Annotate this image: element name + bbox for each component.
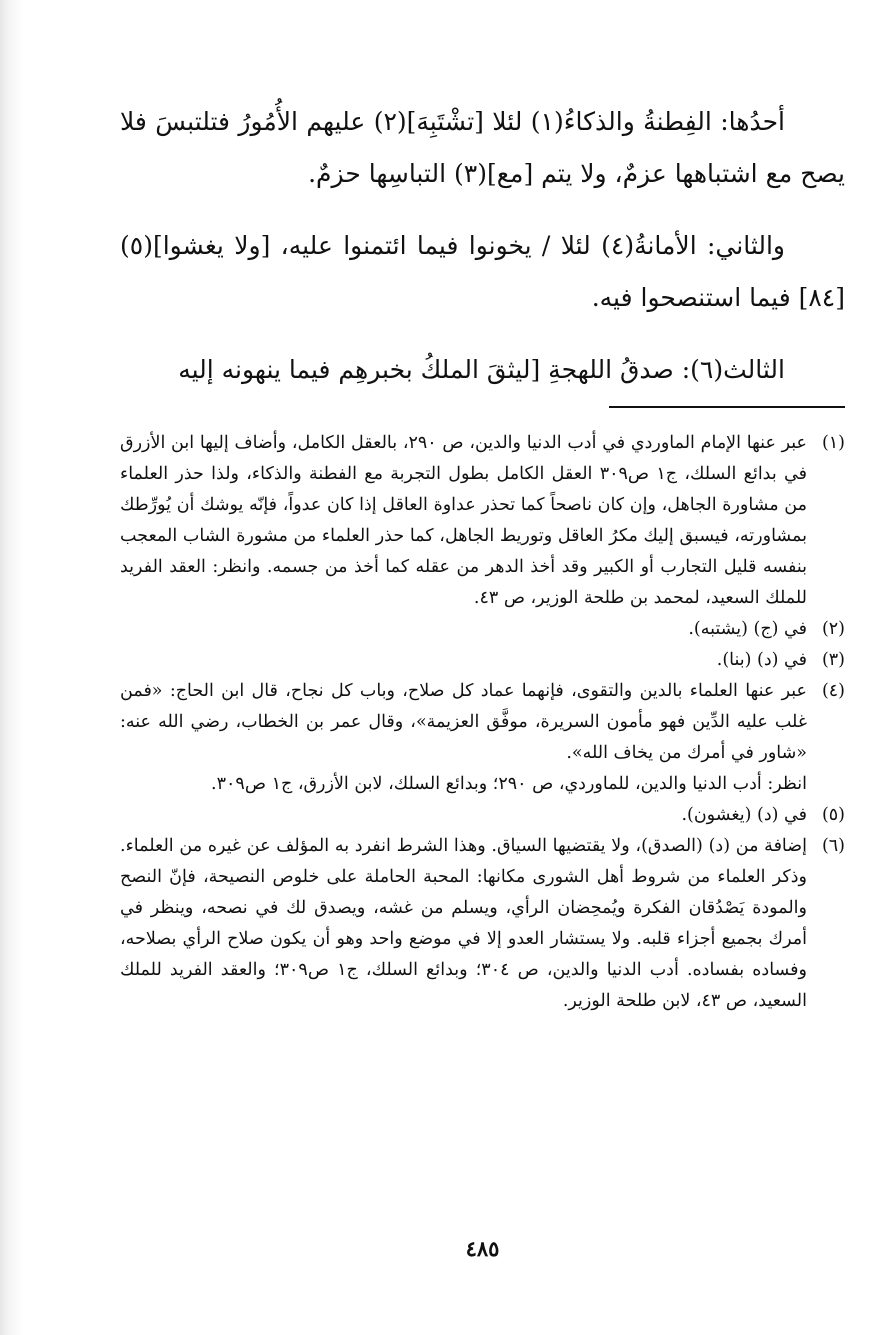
footnote-number: (٤) [821,681,845,701]
main-text [120,96,845,416]
footnote-text [120,645,807,676]
scan-edge [0,0,24,1335]
footnote-number: (٦) [821,836,845,856]
footnote-3 [120,645,845,676]
main-paragraph-second-condition: والثاني: الأمانةُ(٤) لئلا / يخونوا فيما ائتمنوا عليه، [ولا يغشوا](٥) [٨٤] فيما استنصحوا فيه. [120,231,845,312]
footnote-text [120,831,807,1017]
footnote-paragraph: في (د) (يغشون). [681,805,807,825]
footnote-separator [609,406,845,408]
footnote-text [120,676,807,800]
footnote-number: (٣) [821,650,845,670]
footnote-number: (٢) [821,619,845,639]
book-page [120,0,845,1335]
footnote-paragraph: في (د) (بنا). [716,650,807,670]
page-number: ٤٨٥ [465,1236,500,1261]
footnote-5 [120,800,845,831]
footnote-number: (٥) [821,805,845,825]
footnote-text [120,428,807,614]
footnote-4 [120,676,845,800]
footnote-paragraph: عبر عنها العلماء بالدين والتقوى، فإنهما عماد كل صلاح، وباب كل نجاح، قال ابن الحاج: «فمن غلب عليه الدِّين فهو مأمون السريرة، موفَّق العزيمة»، وقال عمر بن الخطاب، رضي الله عنه: «شاور في أمرك من يخاف الله». [120,681,807,763]
footnote-paragraph: في (ج) (يشتبه). [688,619,807,639]
footnote-number: (١) [821,433,845,453]
footnotes [120,428,845,1017]
footnote-2 [120,614,845,645]
main-paragraph-first-condition: أحدُها: الفِطنةُ والذكاءُ(١) لئلا [تشْتَبِهَ](٢) عليهم الأُمُورُ فتلتبسَ فلا يصح مع اشتباهها عزمٌ، ولا يتم [مع](٣) التباسِها حزمٌ. [120,107,845,188]
footnote-text [120,614,807,645]
main-paragraph-third-condition: الثالث(٦): صدقُ اللهجةِ [ليثقَ الملكُ بخبرهِم فيما ينهونه إليه [178,355,785,384]
footnote-1 [120,428,845,614]
footnote-paragraph: عبر عنها الإمام الماوردي في أدب الدنيا والدين، ص ٢٩٠، بالعقل الكامل، وأضاف إليها ابن الأزرق في بدائع السلك، ج١ ص٣٠٩ العقل الكامل بطول التجربة مع الفطنة والذكاء، ولذا حذر العلماء من مشاورة الجاهل، وإن كان ناصحاً كما تحذر عداوة العاقل إذا كان عدواً، فإنّه يوشك أن يُورِّطك بمشاورته، فيسبق إليك مكرُ العاقل وتوريط الجاهل، كما حذر العلماء من مشورة الشاب المعجب بنفسه قليل التجارب أو الكبير وقد أخذ الدهر من عقله كما أخذ من جسمه. وانظر: العقد الفريد للملك السعيد، لمحمد بن طلحة الوزير، ص ٤٣. [120,433,807,608]
footnote-paragraph: انظر: أدب الدنيا والدين، للماوردي، ص ٢٩٠؛ وبدائع السلك، لابن الأزرق، ج١ ص٣٠٩. [211,774,807,794]
footnote-6 [120,831,845,1017]
footnote-paragraph: إضافة من (د) (الصدق)، ولا يقتضيها السياق. وهذا الشرط انفرد به المؤلف عن غيره من العلماء. وذكر العلماء من شروط أهل الشورى مكانها: المحبة الحاملة على خلوص النصيحة، فإنّ النصح والمودة يَصْدُقان الفكرة ويُمحِضان الرأي، ويسلم من غشه، ويصدق لك في نصحه، وينظر في أمرك بجميع أجزاء قلبه. ولا يستشار العدو إلا في موضع واحد وهو أن يكون صلاح الرأي بصلاحه، وفساده بفساده. أدب الدنيا والدين، ص ٣٠٤؛ وبدائع السلك، ج١ ص٣٠٩؛ والعقد الفريد للملك السعيد، ص ٤٣، لابن طلحة الوزير. [120,836,807,1011]
footnote-text [120,800,807,831]
